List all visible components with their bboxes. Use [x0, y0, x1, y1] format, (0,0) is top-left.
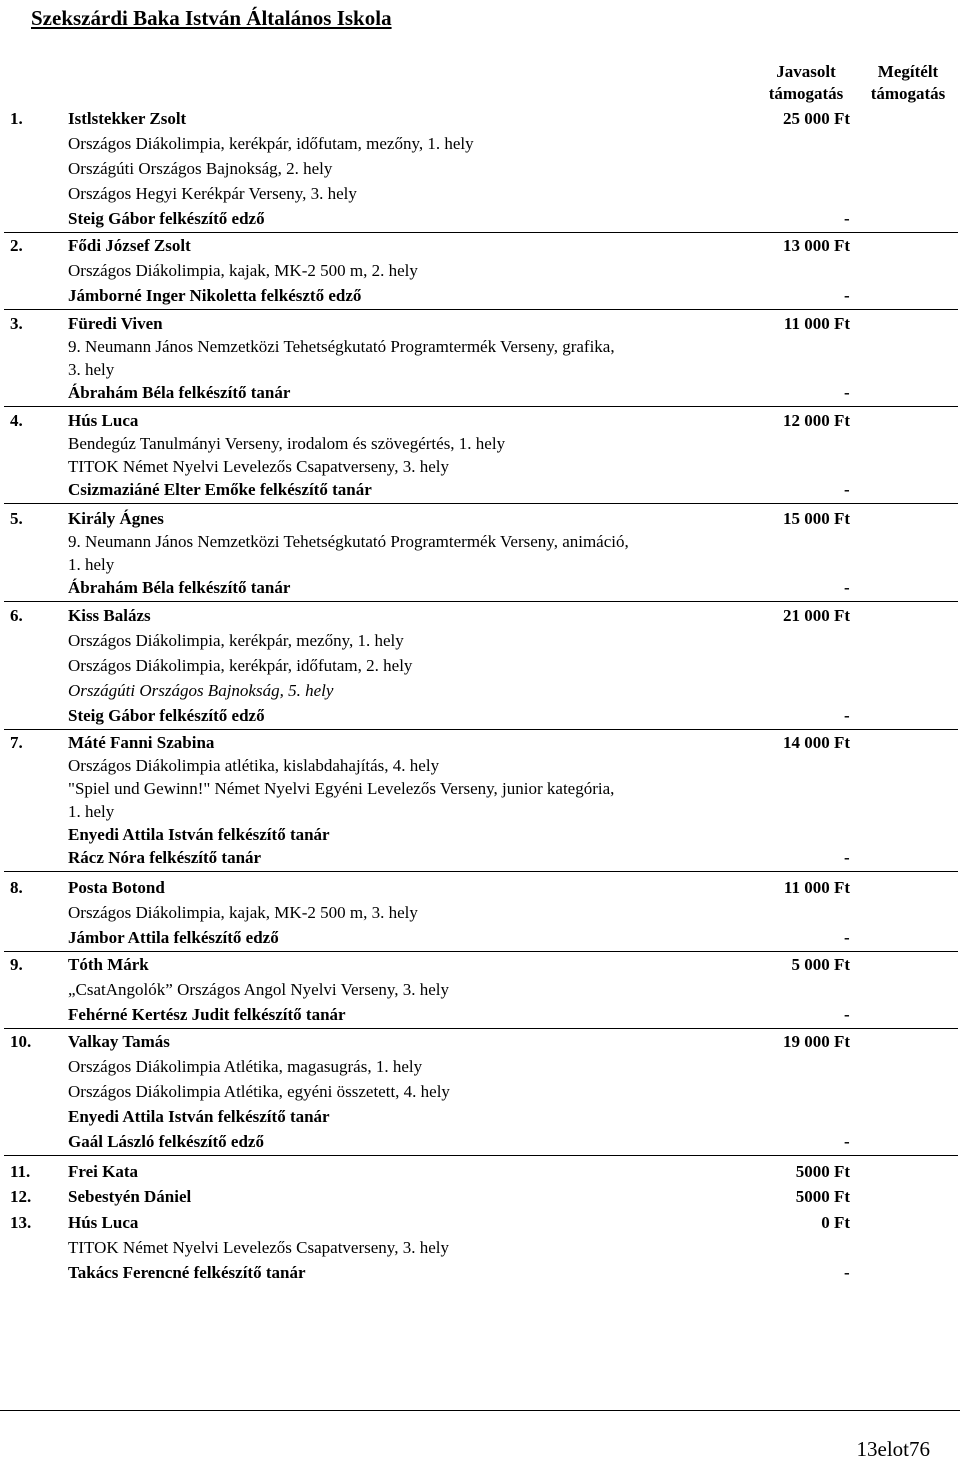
recommended-amount: 12 000 Ft — [782, 411, 850, 430]
entry-divider — [4, 503, 958, 504]
achievement-line: Országos Hegyi Kerékpár Verseny, 3. hely — [68, 184, 357, 203]
entry-divider — [4, 1028, 958, 1029]
coach-name: Fehérné Kertész Judit felkészítő tanár — [68, 1005, 346, 1024]
recommended-amount: 21 000 Ft — [782, 606, 850, 625]
coach-name: Takács Ferencné felkészítő tanár — [68, 1263, 306, 1282]
entry-number: 3. — [10, 314, 23, 333]
achievement-line: Országos Diákolimpia Atlétika, magasugrás, 1. hely — [68, 1057, 423, 1076]
entry-number: 13. — [10, 1213, 32, 1232]
coach-name: Steig Gábor felkészítő edző — [68, 706, 265, 725]
entry-divider — [4, 309, 958, 310]
entry-number: 6. — [10, 606, 23, 625]
achievement-line: 9. Neumann János Nemzetközi Tehetségkutató Programtermék Verseny, animáció, — [68, 532, 629, 551]
achievement-line: 1. hely — [68, 802, 115, 821]
student-name: Hús Luca — [68, 1213, 139, 1232]
achievement-line: 3. hely — [68, 360, 115, 379]
recommended-amount: 15 000 Ft — [782, 509, 850, 528]
coach-name: Steig Gábor felkészítő edző — [68, 209, 265, 228]
achievement-line: „CsatAngolók” Országos Angol Nyelvi Verseny, 3. hely — [68, 980, 450, 999]
coach-name: Ábrahám Béla felkészítő tanár — [68, 578, 291, 597]
granted-amount: - — [844, 578, 850, 597]
recommended-amount: 11 000 Ft — [783, 314, 850, 333]
granted-support-header-line2: támogatás — [870, 84, 946, 103]
student-name: Posta Botond — [68, 878, 165, 897]
achievement-line: Országúti Országos Bajnokság, 5. hely — [68, 681, 334, 700]
footer-divider — [0, 1410, 960, 1411]
entry-number: 2. — [10, 236, 23, 255]
recommended-amount: 14 000 Ft — [782, 733, 850, 752]
granted-amount: - — [844, 480, 850, 499]
achievement-line: Országos Diákolimpia, kerékpár, időfutam, mezőny, 1. hely — [68, 134, 474, 153]
entry-number: 8. — [10, 878, 23, 897]
entry-divider — [4, 729, 958, 730]
recommended-amount: 13 000 Ft — [782, 236, 850, 255]
student-name: Füredi Viven — [68, 314, 163, 333]
entry-number: 4. — [10, 411, 23, 430]
entry-divider — [4, 406, 958, 407]
entry-number: 1. — [10, 109, 23, 128]
document-code: 13elot76 — [856, 1437, 930, 1461]
achievement-line: Országos Diákolimpia, kerékpár, időfutam, 2. hely — [68, 656, 413, 675]
achievement-line: 9. Neumann János Nemzetközi Tehetségkutató Programtermék Verseny, grafika, — [68, 337, 615, 356]
entry-divider — [4, 871, 958, 872]
entry-number: 9. — [10, 955, 23, 974]
granted-support-header-line1: Megítélt — [877, 62, 939, 81]
student-name: Máté Fanni Szabina — [68, 733, 215, 752]
granted-amount: - — [844, 706, 850, 725]
entry-divider — [4, 1155, 958, 1156]
coach-name: Jámborné Inger Nikoletta felkésztő edző — [68, 286, 362, 305]
recommended-amount: 25 000 Ft — [782, 109, 850, 128]
achievement-line: TITOK Német Nyelvi Levelezős Csapatverseny, 3. hely — [68, 1238, 449, 1257]
coach-name: Gaál László felkészítő edző — [68, 1132, 264, 1151]
entry-number: 10. — [10, 1032, 32, 1051]
achievement-line: Országos Diákolimpia, kajak, MK-2 500 m, 3. hely — [68, 903, 418, 922]
coach-name: Enyedi Attila István felkészítő tanár — [68, 1107, 330, 1126]
achievement-line: Országos Diákolimpia, kajak, MK-2 500 m, 2. hely — [68, 261, 418, 280]
entry-divider — [4, 601, 958, 602]
student-name: Valkay Tamás — [68, 1032, 170, 1051]
granted-amount: - — [844, 209, 850, 228]
granted-amount: - — [844, 928, 850, 947]
achievement-line: Országos Diákolimpia, kerékpár, mezőny, 1. hely — [68, 631, 404, 650]
granted-amount: - — [844, 1132, 850, 1151]
achievement-line: 1. hely — [68, 555, 115, 574]
student-name: Kiss Balázs — [68, 606, 151, 625]
recommended-amount: 5000 Ft — [795, 1162, 850, 1181]
granted-amount: - — [844, 848, 850, 867]
recommended-amount: 5 000 Ft — [791, 955, 850, 974]
student-name: Sebestyén Dániel — [68, 1187, 192, 1206]
recommended-support-header-line1: Javasolt — [776, 62, 836, 81]
granted-amount: - — [844, 1263, 850, 1282]
entry-number: 11. — [10, 1162, 31, 1181]
page-title: Szekszárdi Baka István Általános Iskola — [31, 6, 392, 30]
coach-name: Jámbor Attila felkészítő edző — [68, 928, 279, 947]
student-name: Frei Kata — [68, 1162, 139, 1181]
coach-name: Enyedi Attila István felkészítő tanár — [68, 825, 330, 844]
recommended-amount: 5000 Ft — [795, 1187, 850, 1206]
granted-amount: - — [844, 286, 850, 305]
entry-number: 5. — [10, 509, 23, 528]
achievement-line: Bendegúz Tanulmányi Verseny, irodalom és szövegértés, 1. hely — [68, 434, 506, 453]
student-name: Tóth Márk — [68, 955, 149, 974]
achievement-line: "Spiel und Gewinn!" Német Nyelvi Egyéni Levelezős Verseny, junior kategória, — [68, 779, 615, 798]
recommended-amount: 11 000 Ft — [783, 878, 850, 897]
entry-divider — [4, 951, 958, 952]
recommended-amount: 0 Ft — [821, 1213, 850, 1232]
granted-amount: - — [844, 383, 850, 402]
student-name: Hús Luca — [68, 411, 139, 430]
recommended-support-header-line2: támogatás — [768, 84, 844, 103]
entry-divider — [4, 232, 958, 233]
coach-name: Ábrahám Béla felkészítő tanár — [68, 383, 291, 402]
entry-number: 12. — [10, 1187, 32, 1206]
achievement-line: Országos Diákolimpia Atlétika, egyéni összetett, 4. hely — [68, 1082, 450, 1101]
achievement-line: Országos Diákolimpia atlétika, kislabdahajítás, 4. hely — [68, 756, 440, 775]
recommended-amount: 19 000 Ft — [782, 1032, 850, 1051]
entry-number: 7. — [10, 733, 23, 752]
granted-amount: - — [844, 1005, 850, 1024]
achievement-line: Országúti Országos Bajnokság, 2. hely — [68, 159, 333, 178]
coach-name: Csizmaziáné Elter Emőke felkészítő tanár — [68, 480, 372, 499]
student-name: Király Ágnes — [68, 509, 164, 528]
coach-name: Rácz Nóra felkészítő tanár — [68, 848, 262, 867]
achievement-line: TITOK Német Nyelvi Levelezős Csapatverseny, 3. hely — [68, 457, 449, 476]
student-name: Istlstekker Zsolt — [68, 109, 187, 128]
student-name: Fődi József Zsolt — [68, 236, 191, 255]
